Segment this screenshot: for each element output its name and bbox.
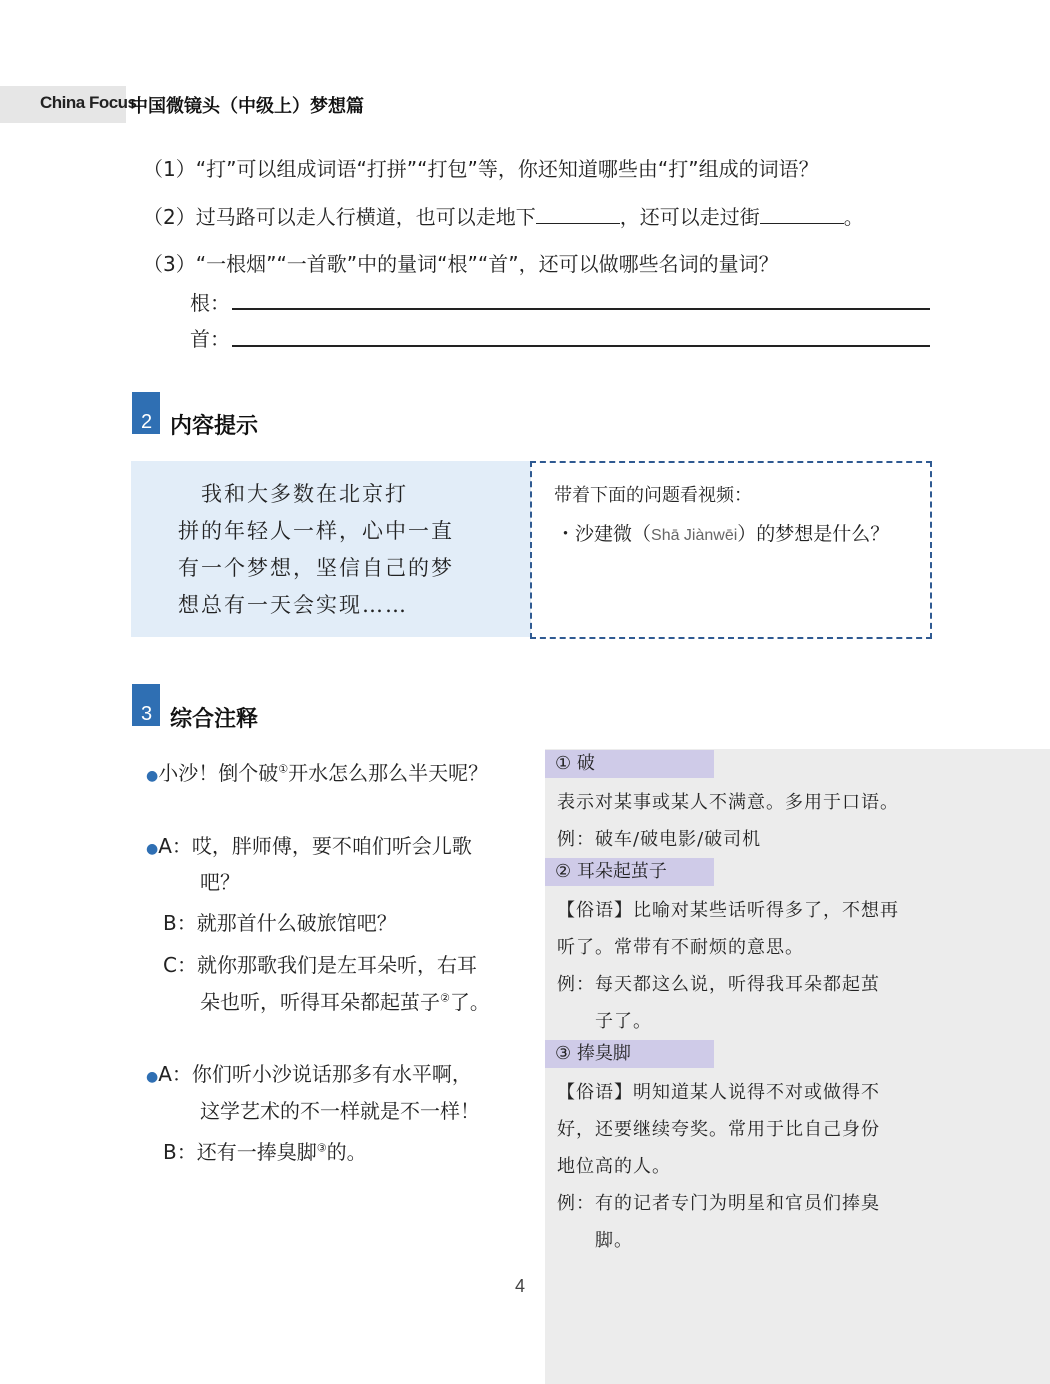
answer-blank[interactable] xyxy=(536,203,620,224)
dialogue-text: A：你们听小沙说话那多有水平啊， xyxy=(158,1062,472,1086)
dialogue-text: C：就你那歌我们是左耳朵听，右耳 xyxy=(163,953,477,977)
dialogue-line xyxy=(163,1136,367,1165)
answer-line-gen[interactable] xyxy=(232,308,930,310)
viewing-question-pre: ・沙建微（ xyxy=(556,523,652,545)
section-3-number: 3 xyxy=(141,703,153,725)
dialogue-text: 小沙！倒个破 xyxy=(158,761,279,785)
answer-blank[interactable] xyxy=(760,203,844,224)
note-line: 例：有的记者专门为明星和官员们捧臭 xyxy=(557,1193,880,1214)
footnote-mark: ② xyxy=(440,991,450,1005)
note-line: 例：破车/破电影/破司机 xyxy=(557,829,762,850)
dialogue-block-3 xyxy=(146,1058,472,1087)
dialogue-text: 的。 xyxy=(326,1140,367,1164)
viewing-question-post: ）的梦想是什么？ xyxy=(737,523,890,545)
note-body-po xyxy=(557,784,937,858)
excerpt-line: 想总有一天会实现…… xyxy=(178,593,408,617)
dialogue-line xyxy=(200,986,490,1015)
note-line: 听了。常带有不耐烦的意思。 xyxy=(557,937,804,958)
bullet-icon: ● xyxy=(146,768,159,784)
viewing-question xyxy=(556,519,889,546)
dialogue-text: B：还有一捧臭脚 xyxy=(163,1140,317,1164)
excerpt-line: 有一个梦想，坚信自己的梦 xyxy=(178,556,454,580)
dialogue-text: 吧？ xyxy=(200,870,240,894)
excerpt-line: 拼的年轻人一样，心中一直 xyxy=(178,519,454,543)
note-head-po: ① 破 xyxy=(545,750,714,778)
viewing-prompt: 带着下面的问题看视频： xyxy=(554,485,752,506)
pinyin: Shā Jiànwēi xyxy=(651,527,738,544)
note-line: 子了。 xyxy=(557,1011,652,1032)
bullet-icon: ● xyxy=(146,841,159,857)
note-body-pengchoujiao xyxy=(557,1074,937,1259)
question-3: （3）“一根烟”“一首歌”中的量词“根”“首”，还可以做哪些名词的量词？ xyxy=(143,252,779,276)
answer-line-shou[interactable] xyxy=(232,345,930,347)
excerpt-text xyxy=(178,476,478,624)
dialogue-text: A：哎，胖师傅，要不咱们听会儿歌 xyxy=(158,834,472,858)
note-line: 脚。 xyxy=(557,1230,633,1251)
question-2-part-c: 。 xyxy=(843,205,864,229)
note-line: 地位高的人。 xyxy=(557,1156,671,1177)
bullet-icon: ● xyxy=(146,1069,159,1085)
note-line: 表示对某事或某人不满意。多用于口语。 xyxy=(557,792,899,813)
dialogue-block-1 xyxy=(146,757,488,786)
dialogue-text: B：就那首什么破旅馆吧？ xyxy=(163,911,397,935)
note-head-pengchoujiao: ③ 捧臭脚 xyxy=(545,1040,714,1068)
answer-label-shou: 首： xyxy=(190,327,230,351)
footnote-mark: ③ xyxy=(316,1141,327,1155)
note-line: 好，还要继续夸奖。常用于比自己身份 xyxy=(557,1119,880,1140)
note-line: 【俗语】明知道某人说得不对或做得不 xyxy=(557,1082,880,1103)
answer-label-gen: 根： xyxy=(190,291,230,315)
page-number: 4 xyxy=(515,1276,526,1296)
series-title-cn: 中国微镜头（中级上）梦想篇 xyxy=(130,96,364,117)
section-3-title: 综合注释 xyxy=(170,707,259,732)
note-line: 例：每天都这么说，听得我耳朵都起茧 xyxy=(557,974,880,995)
dialogue-text: 这学艺术的不一样就是不一样！ xyxy=(200,1099,480,1123)
dialogue-text: 了。 xyxy=(449,990,490,1014)
excerpt-line: 我和大多数在北京打 xyxy=(178,482,408,506)
dialogue-block-2 xyxy=(146,830,472,859)
footnote-mark: ① xyxy=(278,762,289,776)
note-line: 【俗语】比喻对某些话听得多了，不想再 xyxy=(557,900,899,921)
section-2-number: 2 xyxy=(141,411,153,433)
question-1: （1）“打”可以组成词语“打拼”“打包”等，你还知道哪些由“打”组成的词语？ xyxy=(143,157,819,181)
question-2-part-a: （2）过马路可以走人行横道，也可以走地下 xyxy=(143,205,536,229)
dialogue-text: 开水怎么那么半天呢？ xyxy=(288,761,489,785)
series-title-en: China Focus xyxy=(40,93,137,112)
dialogue-text: 朵也听，听得耳朵都起茧子 xyxy=(200,990,440,1014)
section-2-title: 内容提示 xyxy=(170,414,259,439)
note-head-erduo: ② 耳朵起茧子 xyxy=(545,858,714,886)
note-body-erduo xyxy=(557,892,937,1040)
question-2-part-b: ，还可以走过街 xyxy=(619,205,760,229)
question-2 xyxy=(143,201,864,230)
